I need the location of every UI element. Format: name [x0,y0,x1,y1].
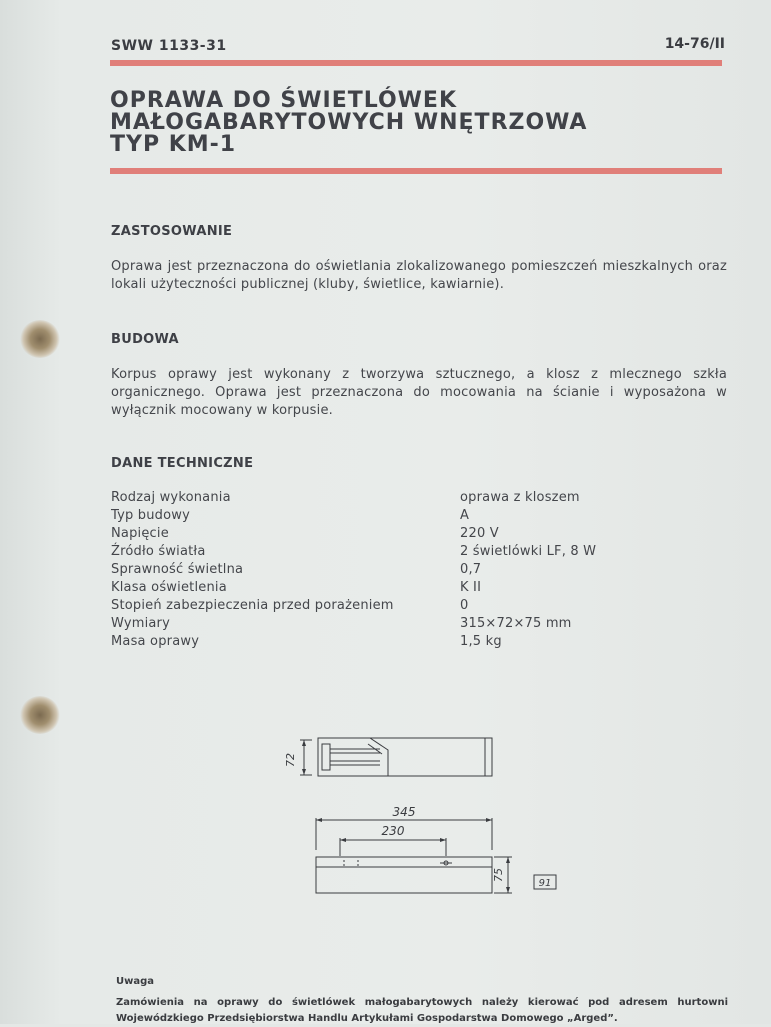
spec-row [111,490,611,508]
spec-value: 0 [460,598,469,613]
spec-value: 0,7 [460,562,482,577]
heading-dane-techniczne: DANE TECHNICZNE [111,456,254,471]
title-line-1: OPRAWA DO ŚWIETLÓWEK [110,88,458,113]
text-budowa: Korpus oprawy jest wykonany z tworzywa sztucznego, a klosz z mlecznego szkła organicznego. Oprawa jest przeznaczona do mocowania na ścianie i wyposażona w wyłącznik mocowany w korpusie. [111,367,727,418]
note-text: Zamówienia na oprawy do świetlówek małogabarytowych należy kierować pod adresem hurtowni Wojewódzkiego Przedsiębiorstwa Handlu Artykułami Gospodarstwa Domowego „Arged”. [116,997,728,1024]
spec-row [111,544,611,562]
spec-row [111,616,611,634]
dim-depth: 75 [492,868,505,882]
spec-value: 315×72×75 mm [460,616,572,631]
spec-value: 220 V [460,526,499,541]
spec-row [111,508,611,526]
title-line-3: TYP KM-1 [110,132,237,157]
header-rule [110,60,722,66]
punch-hole-top [20,320,60,358]
document-number: 14-76/II [664,36,725,52]
spec-value: A [460,508,470,523]
heading-zastosowanie: ZASTOSOWANIE [111,224,233,239]
spec-label: Stopień zabezpieczenia przed porażeniem [111,598,394,613]
spec-label: Wymiary [111,616,170,631]
dim-height-side: 72 [284,753,297,767]
spec-label: Rodzaj wykonania [111,490,231,505]
title-line-2: MAŁOGABARYTOWYCH WNĘTRZOWA [110,110,588,135]
spec-label: Sprawność świetlna [111,562,244,577]
spec-label: Źródło światła [111,544,206,559]
document-code: SWW 1133-31 [111,38,227,54]
punch-hole-bottom [20,696,60,734]
spec-value: K II [460,580,482,595]
spec-row [111,562,611,580]
spec-label: Masa oprawy [111,634,200,649]
dim-mount-spacing: 230 [381,824,405,838]
heading-budowa: BUDOWA [111,332,179,347]
technical-drawing [270,720,570,910]
document-title [110,90,587,156]
spec-label: Napięcie [111,526,169,541]
spec-label: Typ budowy [111,508,191,523]
dim-total-length: 345 [392,805,416,819]
note-heading: Uwaga [116,976,155,987]
text-zastosowanie: Oprawa jest przeznaczona do oświetlania zlokalizowanego pomieszczeń mieszkalnych oraz lokali użyteczności publicznej (kluby, świetlice, kawiarnie). [111,259,727,292]
spec-row [111,634,611,652]
spec-value: oprawa z kloszem [460,490,580,505]
spec-row [111,526,611,544]
figure-number: 91 [538,878,552,889]
spec-row [111,580,611,598]
spec-row [111,598,611,616]
spec-label: Klasa oświetlenia [111,580,227,595]
spec-value: 1,5 kg [460,634,502,649]
title-rule [110,168,722,174]
spec-value: 2 świetlówki LF, 8 W [460,544,597,559]
